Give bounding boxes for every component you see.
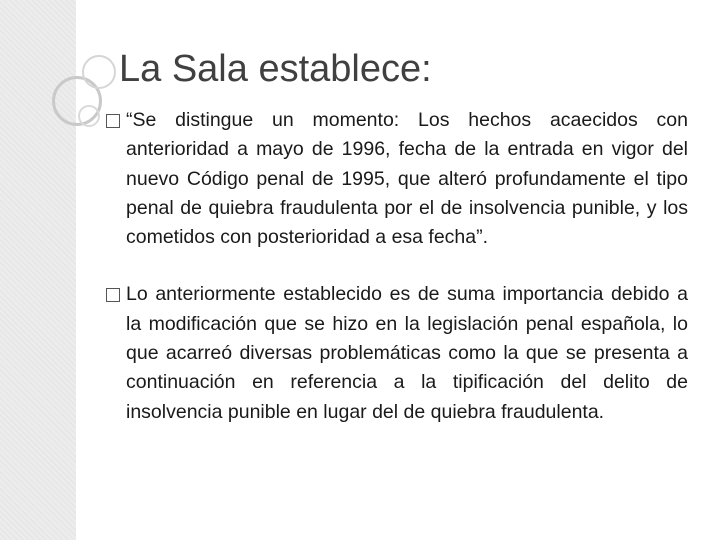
bullet-item-1	[106, 106, 688, 252]
bullet-item-2	[106, 280, 688, 426]
bullet-list	[106, 106, 688, 427]
decorative-circle-medium	[82, 55, 116, 89]
slide-title: La Sala establece:	[119, 48, 432, 90]
bullet-text-1: “Se distingue un momento: Los hechos acaecidos con anterioridad a mayo de 1996, fecha de la entrada en vigor del nuevo Código penal de 1995, que alteró profundamente el tipo penal de quiebra fraudulenta por el de insolvencia punible, y los cometidos con posterioridad a esa fecha”.	[126, 109, 688, 249]
empty-box-icon	[106, 288, 120, 302]
bullet-text-2: Lo anteriormente establecido es de suma importancia debido a la modificación que se hizo en la legislación penal española, lo que acarreó diversas problemáticas como la que se presenta a continuación en referencia a la tipificación del delito de insolvencia punible en lugar del de quiebra fraudulenta.	[126, 283, 688, 423]
empty-box-icon	[106, 114, 120, 128]
decorative-circle-small	[78, 105, 100, 127]
